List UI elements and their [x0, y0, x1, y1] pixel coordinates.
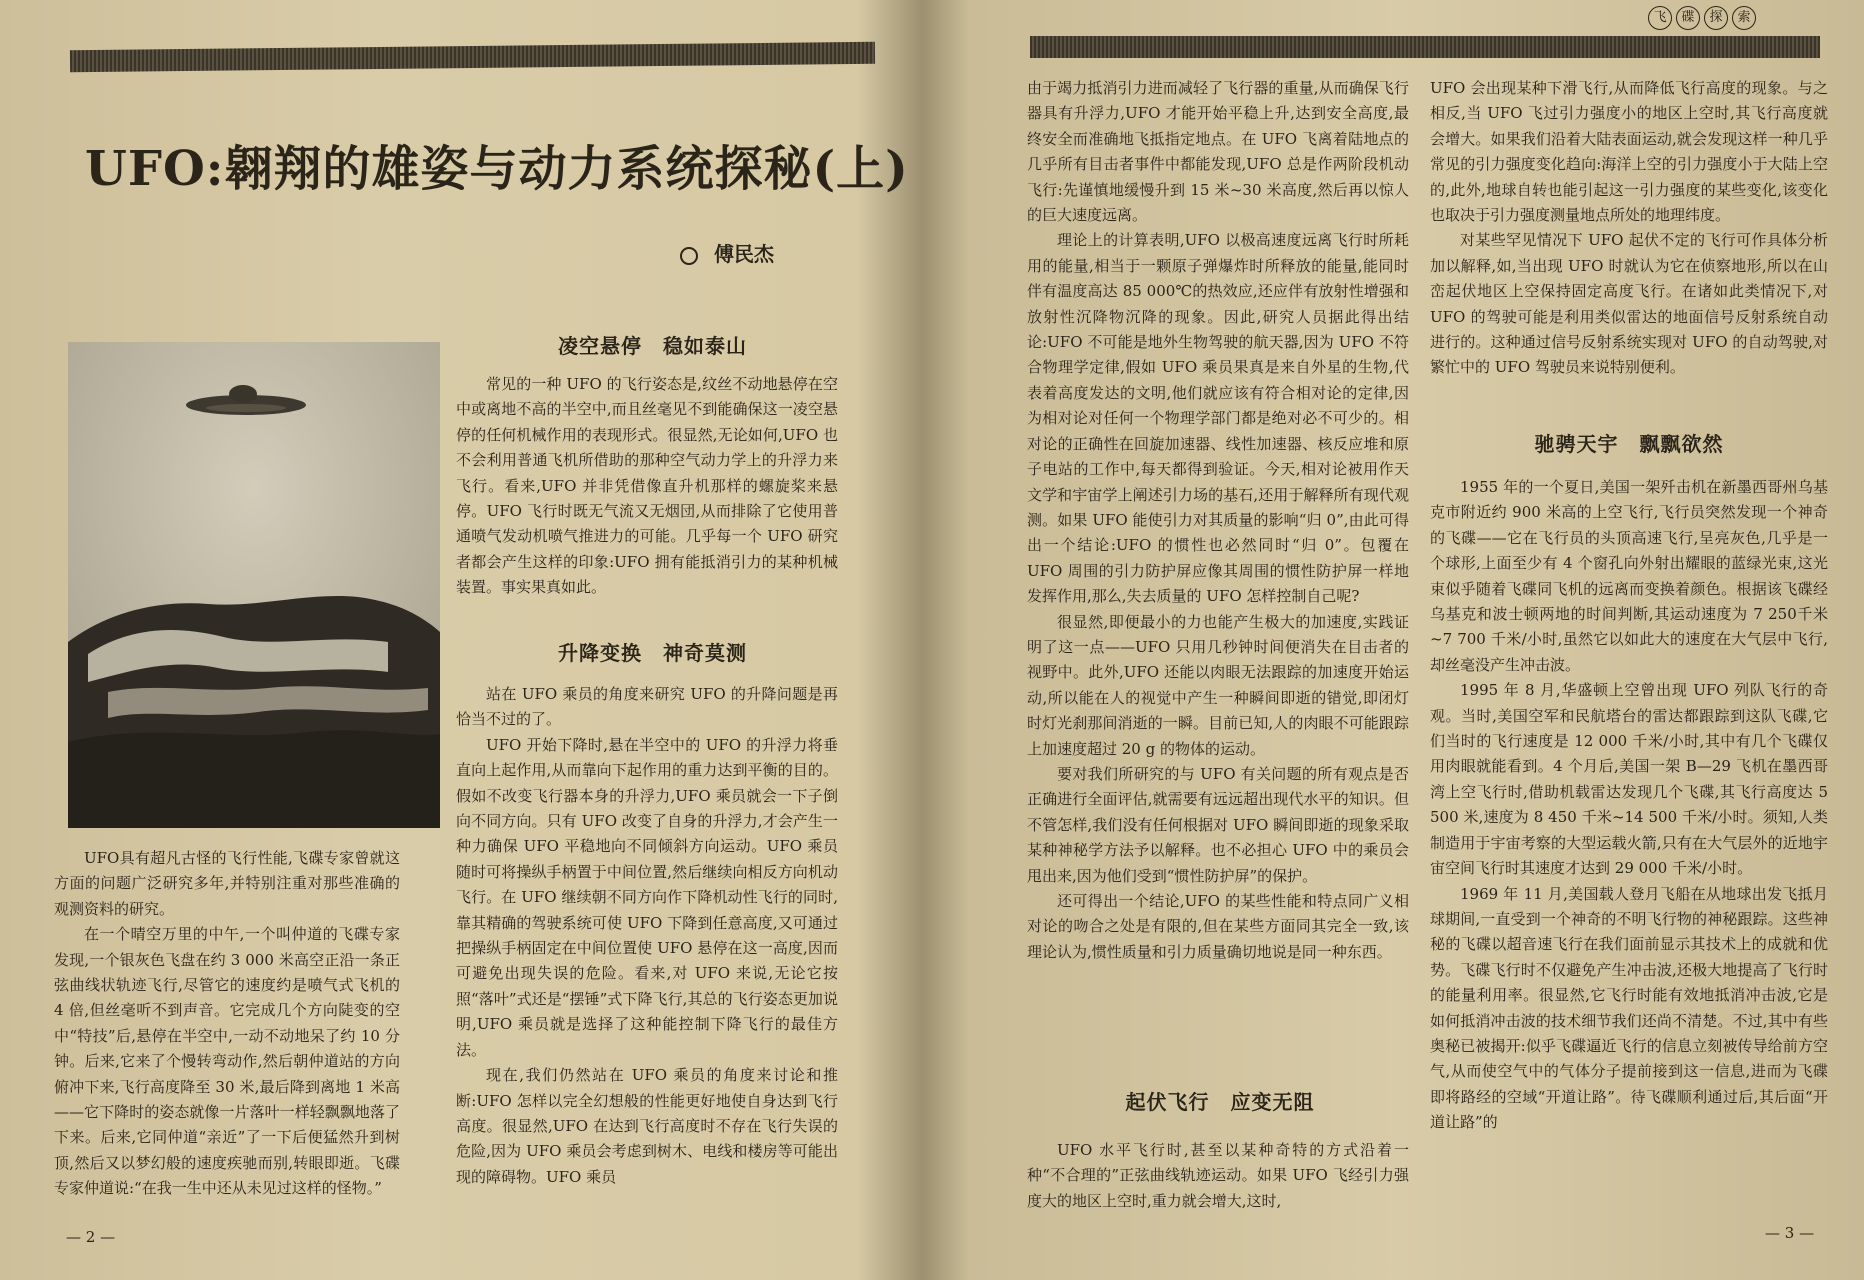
section-1-body	[456, 372, 838, 601]
section-heading-2: 升降变换 神奇莫测	[558, 641, 747, 665]
body-paragraph: 站在 UFO 乘员的角度来研究 UFO 的升降问题是再恰当不过的了。	[456, 685, 838, 729]
column-4-top	[1430, 76, 1828, 381]
body-paragraph: UFO 水平飞行时,甚至以某种奇特的方式沿着一种“不合理的”正弦曲线轨迹运动。如果 UFO 飞经引力强度大的地区上空时,重力就会增大,这时,	[1027, 1141, 1409, 1210]
body-paragraph: 1955 年的一个夏日,美国一架歼击机在新墨西哥州乌基克市附近约 900 米高的上空飞行,飞行员突然发现一个神奇的飞碟——它在飞行员的头顶高速飞行,呈亮灰色,几乎是一个球形,上面至少有 4 个窗孔向外射出耀眼的蓝绿光束,这光束似乎随着飞碟同飞机的远离而变换着颜色。根据该飞碟经乌基克和波士顿两地的时间判断,其运动速度为 7 250千米~7 700 千米/小时,虽然它以如此大的速度在大气层中飞行,却丝毫没产生冲击波。	[1430, 478, 1828, 674]
ufo-photo	[68, 342, 440, 828]
article-title: UFO:翱翔的雄姿与动力系统探秘(上)	[85, 141, 909, 197]
page-number-right: — 3 —	[1765, 1224, 1815, 1242]
badge-char: 探	[1704, 6, 1728, 30]
bullet-circle-icon	[680, 247, 698, 265]
top-rule-right	[1030, 36, 1820, 58]
section-4-body	[1430, 475, 1828, 1136]
body-paragraph: 理论上的计算表明,UFO 以极高速度远离飞行时所耗用的能量,相当于一颗原子弹爆炸时所释放的能量,能同时伴有温度高达 85 000℃的热效应,还应伴有放射性增强和放射性沉降物沉降的现象。因此,研究人员据此得出结论:UFO 不可能是地外生物驾驶的航天器,因为 UFO 不符合物理学定律,假如 UFO 乘员果真是来自外星的生物,代表着高度发达的文明,他们就应该有符合相对论的定律,因为相对论对任何一个物理学部门都是绝对必不可少的。相对论的正确性在回旋加速器、线性加速器、核反应堆和原子电站的工作中,每天都得到验证。今天,相对论被用作天文学和宇宙学上阐述引力场的基石,还用于解释所有现代观测。如果 UFO 能使引力对其质量的影响“归 0”,由此可得出一个结论:UFO 的惯性也必然同时“归 0”。包覆在 UFO 周围的引力防护屏应像其周围的惯性防护屏一样地发挥作用,那么,失去质量的 UFO 怎样控制自己呢?	[1027, 231, 1409, 606]
badge-char: 飞	[1648, 6, 1672, 30]
body-paragraph: 1995 年 8 月,华盛顿上空曾出现 UFO 列队飞行的奇观。当时,美国空军和民航塔台的雷达都跟踪到这队飞碟,它们当时的飞行速度是 12 000 千米/小时,其中有几个飞碟仅用肉眼就能看到。4 个月后,美国一架 B—29 飞机在墨西哥湾上空飞行时,借助机载雷达发现几个飞碟,其飞行高度达 5 500 米,速度为 8 450 千米~14 500 千米/小时。须知,人类制造用于宇宙考察的大型运载火箭,只有在大气层外的近地宇宙空间飞行时其速度才达到 29 000 千米/小时。	[1430, 681, 1828, 878]
body-paragraph: 还可得出一个结论,UFO 的某些性能和特点同广义相对论的吻合之处是有限的,但在某些方面同其完全一致,该理论认为,惯性质量和引力质量确切地说是同一种东西。	[1027, 892, 1409, 961]
left-page	[0, 0, 920, 1280]
right-page	[925, 0, 1864, 1280]
body-paragraph: 常见的一种 UFO 的飞行姿态是,纹丝不动地悬停在空中或离地不高的半空中,而且丝毫见不到能确保这一凌空悬停的任何机械作用的表现形式。很显然,无论如何,UFO 也不会利用普通飞机所借助的那种空气动力学上的升浮力来飞行。看来,UFO 并非凭借像直升机那样的螺旋桨来悬停。UFO 飞行时既无气流又无烟団,从而排除了它使用普通喷气发动机喷气推进力的可能。几乎每一个 UFO 研究者都会产生这样的印象:UFO 拥有能抵消引力的某种机械装置。事实果真如此。	[456, 375, 838, 597]
section-heading-1: 凌空悬停 稳如泰山	[558, 334, 747, 358]
column-3	[1027, 76, 1409, 965]
ufo-photo-illustration	[68, 342, 440, 828]
badge-char: 索	[1732, 6, 1756, 30]
page-number-left: — 2 —	[66, 1228, 116, 1246]
section-heading-4: 驰骋天宇 飘飘欲然	[1534, 432, 1724, 456]
section-heading-3: 起伏飞行 应变无阻	[1125, 1090, 1315, 1114]
author-name: 傅民杰	[714, 242, 774, 266]
author-line	[680, 238, 774, 267]
section-3-body	[1027, 1138, 1409, 1214]
photo-caption-column	[54, 846, 400, 1202]
body-paragraph: 对某些罕见情况下 UFO 起伏不定的飞行可作具体分析加以解释,如,当出现 UFO 时就认为它在侦察地形,所以在山峦起伏地区上空保持固定高度飞行。在诸如此类情况下,对 UFO 的驾驶可能是利用类似雷达的地面信号反射系统自动进行的。这种通过信号反射系统实现对 UFO 的自动驾驶,对繁忙中的 UFO 驾驶员来说特别便利。	[1430, 231, 1828, 377]
body-paragraph: 要对我们所研究的与 UFO 有关问题的所有观点是否正确进行全面评估,就需要有远远超出现代水平的知识。但不管怎样,我们没有任何根据对 UFO 瞬间即逝的现象采取某种神秘学方法予以解释。也不必担心 UFO 中的乘员会甩出来,因为他们受到“惯性防护屏”的保护。	[1027, 764, 1409, 885]
body-paragraph: 1969 年 11 月,美国载人登月飞船在从地球出发飞抵月球期间,一直受到一个神奇的不明飞行物的神秘跟踪。这些神秘的飞碟以超音速飞行在我们面前显示其技术上的成就和优势。飞碟飞行时不仅避免产生冲击波,还极大地提高了飞行时的能量利用率。很显然,它飞行时能有效地抵消冲击波,它是如何抵消冲击波的技术细节我们还尚不清楚。不过,其中有些奥秘已被揭开:似乎飞碟逼近飞行的信息立刻被传导给前方空气,从而使空气中的气体分子提前接到这一信息,进而为飞碟即将路经的空域“开道让路”。待飞碟顺利通过后,其后面“开道让路”的	[1430, 884, 1828, 1132]
body-paragraph: 由于竭力抵消引力进而减轻了飞行器的重量,从而确保飞行器具有升浮力,UFO 才能开始平稳上升,达到安全高度,最终安全而准确地飞抵指定地点。在 UFO 飞离着陆地点的几乎所有目击者事件中都能发现,UFO 总是作两阶段机动飞行:先谨慎地缓慢升到 15 米~30 米高度,然后再以惊人的巨大速度远离。	[1027, 79, 1409, 225]
body-paragraph: UFO 开始下降时,悬在半空中的 UFO 的升浮力将垂直向上起作用,从而靠向下起作用的重力达到平衡的目的。假如不改变飞行器本身的升浮力,UFO 乘员就会一下子倒向不同方向。只有 UFO 改变了自身的升浮力,才会产生一种力确保 UFO 平稳地向不同倾斜方向运动。UFO 乘员随时可将操纵手柄置于中间位置,然后继续向相反方向机动飞行。在 UFO 继续朝不同方向作下降机动性飞行的同时,靠其精确的驾驶系统可使 UFO 下降到任意高度,又可通过把操纵手柄固定在中间位置使 UFO 悬停在这一高度,因而可避免出现失误的危险。看来,对 UFO 来说,无论它按照“落叶”式还是“摆锤”式下降飞行,其总的飞行姿态更加说明,UFO 乘员就是选择了这种能控制下降飞行的最佳方法。	[456, 735, 838, 1059]
section-2-body	[456, 682, 838, 1190]
caption-paragraph: UFO具有超凡古怪的飞行性能,飞碟专家曾就这方面的问题广泛研究多年,并特别注重对那些准确的观测资料的研究。	[54, 849, 400, 918]
body-paragraph: UFO 会出现某种下滑飞行,从而降低飞行高度的现象。与之相反,当 UFO 飞过引力强度小的地区上空时,其飞行高度就会增大。如果我们沿着大陆表面运动,就会发现这样一种几乎常见的引力强度变化趋向:海洋上空的引力强度小于大陆上空的,此外,地球自转也能引起这一引力强度的某些变化,该变化也取决于引力强度测量地点所处的地理纬度。	[1430, 79, 1828, 225]
caption-paragraph: 在一个晴空万里的中午,一个叫仲道的飞碟专家发现,一个银灰色飞盘在约 3 000 米高空正沿一条正弦曲线状轨迹飞行,尽管它的速度约是喷气式飞机的 4 倍,但丝毫听不到声音。它完成几个方向陡变的空中“特技”后,悬停在半空中,一动不动地呆了约 10 分钟。后来,它来了个慢转弯动作,然后朝仲道站的方向俯冲下来,飞行高度降至 30 米,最后降到离地 1 米高——它下降时的姿态就像一片落叶一样轻飘飘地落了下来。后来,它同仲道“亲近”了一下后便猛然升到树顶,然后又以梦幻般的速度疾驰而别,转眼即逝。飞碟专家仲道说:“在我一生中还从未见过这样的怪物。”	[54, 925, 400, 1198]
top-rule-left	[70, 42, 875, 72]
column-badge	[1648, 6, 1760, 30]
body-paragraph: 很显然,即便最小的力也能产生极大的加速度,实践证明了这一点——UFO 只用几秒钟时间便消失在目击者的视野中。此外,UFO 还能以肉眼无法跟踪的加速度开始运动,所以能在人的视觉中产生一种瞬间即逝的错觉,即闭灯时灯光刹那间消逝的一瞬。目前已知,人的肉眼不可能跟踪上加速度超过 20 g 的物体的运动。	[1027, 612, 1409, 758]
body-paragraph: 现在,我们仍然站在 UFO 乘员的角度来讨论和推断:UFO 怎样以完全幻想般的性能更好地使自身达到飞行高度。很显然,UFO 在达到飞行高度时不存在飞行失误的危险,因为 UFO 乘员会考虑到树木、电线和楼房等可能出现的障碍物。UFO 乘员	[456, 1066, 838, 1186]
badge-char: 碟	[1676, 6, 1700, 30]
